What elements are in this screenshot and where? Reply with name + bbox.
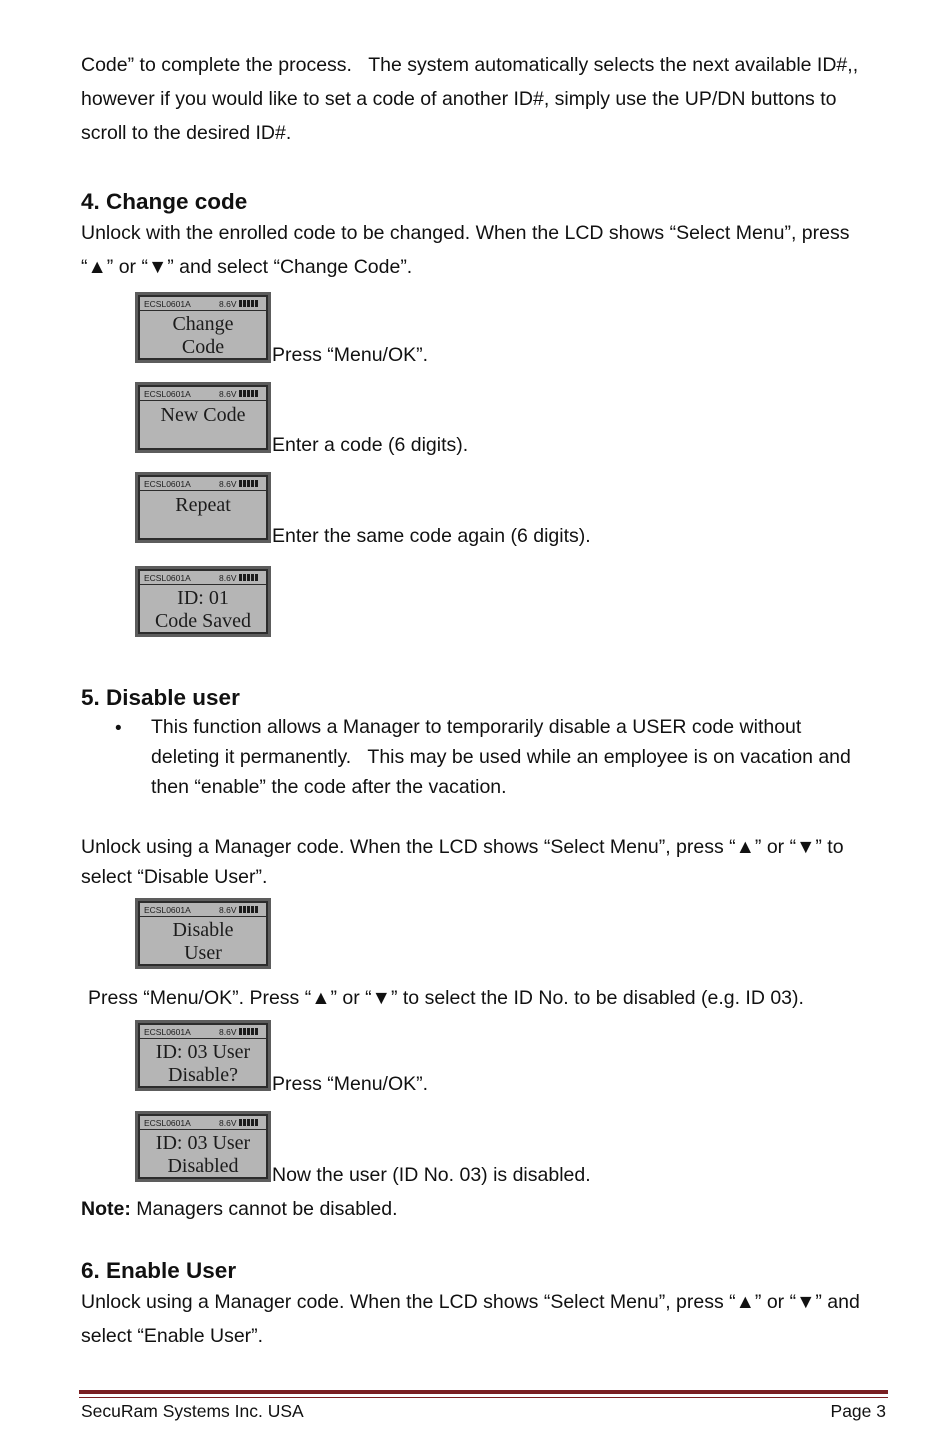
bullet-line-2: deleting it permanently. This may be used while an employee is on vacation and [151,746,851,768]
step-caption-press-menu-confirm: Press “Menu/OK”. [272,1073,429,1095]
intro-line-3: scroll to the desired ID#. [81,122,292,144]
lcd-voltage: 8.6V [219,299,237,309]
lcd-line-2: User [184,942,222,964]
lcd-line-1: New Code [160,404,246,426]
lcd-model: ECSL0601A [144,1027,191,1037]
lcd-model: ECSL0601A [144,299,191,309]
lcd-voltage: 8.6V [219,905,237,915]
lcd-line-2: Code Saved [154,610,252,632]
lcd-line-1: ID: 03 User [155,1132,251,1154]
lcd-display-code-saved [135,566,271,637]
note-text: Managers cannot be disabled. [130,1198,398,1220]
lcd-display-repeat [135,472,271,543]
press-select-id-line: Press “Menu/OK”. Press “▲” or “▼” to select the ID No. to be disabled (e.g. ID 03). [88,987,804,1009]
lcd-line-1: Change [172,313,234,335]
lcd-display-disable-user [135,898,271,969]
lcd-display-new-code [135,382,271,453]
lcd-voltage: 8.6V [219,573,237,583]
footer-rule-thick [79,1390,888,1394]
intro-line-2: however if you would like to set a code of another ID#, simply use the UP/DN buttons to [81,88,837,110]
intro-line-1: Code” to complete the process. The system automatically selects the next available ID#,, [81,54,859,76]
section5-line-2: select “Disable User”. [81,866,268,888]
lcd-line-2: Code [181,336,225,358]
lcd-display-confirm-disable [135,1020,271,1091]
note [81,1200,398,1220]
step-caption-press-menu: Press “Menu/OK”. [272,344,429,366]
lcd-model: ECSL0601A [144,389,191,399]
lcd-line-1: Repeat [175,494,231,516]
bullet-icon: • [115,718,122,739]
section6-line-2: select “Enable User”. [81,1325,264,1347]
section6-line-1: Unlock using a Manager code. When the LCD shows “Select Menu”, press “▲” or “▼” and [81,1291,860,1313]
section5-line-1: Unlock using a Manager code. When the LCD shows “Select Menu”, press “▲” or “▼” to [81,836,844,858]
section-heading-change-code: 4. Change code [81,189,248,214]
lcd-voltage: 8.6V [219,1118,237,1128]
step-caption-enter-code: Enter a code (6 digits). [272,434,469,456]
battery-icon [239,1119,258,1126]
battery-icon [239,906,258,913]
lcd-line-1: ID: 01 [177,587,229,609]
lcd-line-2: Disabled [167,1155,239,1177]
bullet-line-3: then “enable” the code after the vacation. [151,776,507,798]
footer-page-number: Page 3 [830,1401,886,1421]
section-heading-enable-user: 6. Enable User [81,1258,237,1283]
battery-icon [239,390,258,397]
section4-line-1: Unlock with the enrolled code to be changed. When the LCD shows “Select Menu”, press [81,222,850,244]
footer-company: SecuRam Systems Inc. USA [81,1401,304,1421]
section-heading-disable-user: 5. Disable user [81,685,240,710]
lcd-model: ECSL0601A [144,479,191,489]
step-caption-user-disabled: Now the user (ID No. 03) is disabled. [272,1164,591,1186]
battery-icon [239,300,258,307]
lcd-voltage: 8.6V [219,1027,237,1037]
lcd-voltage: 8.6V [219,389,237,399]
lcd-voltage: 8.6V [219,479,237,489]
section4-line-2: “▲” or “▼” and select “Change Code”. [81,256,413,278]
battery-icon [239,480,258,487]
step-caption-repeat-code: Enter the same code again (6 digits). [272,525,591,547]
lcd-display-user-disabled [135,1111,271,1182]
lcd-line-2: Disable? [168,1064,238,1086]
lcd-model: ECSL0601A [144,573,191,583]
lcd-model: ECSL0601A [144,905,191,915]
lcd-line-1: Disable [172,919,234,941]
lcd-model: ECSL0601A [144,1118,191,1128]
lcd-line-1: ID: 03 User [155,1041,251,1063]
bullet-line-1: This function allows a Manager to temporarily disable a USER code without [151,716,802,738]
battery-icon [239,574,258,581]
battery-icon [239,1028,258,1035]
footer-rule-thin [79,1397,888,1398]
note-label: Note: [81,1198,131,1220]
lcd-display-change-code [135,292,271,363]
